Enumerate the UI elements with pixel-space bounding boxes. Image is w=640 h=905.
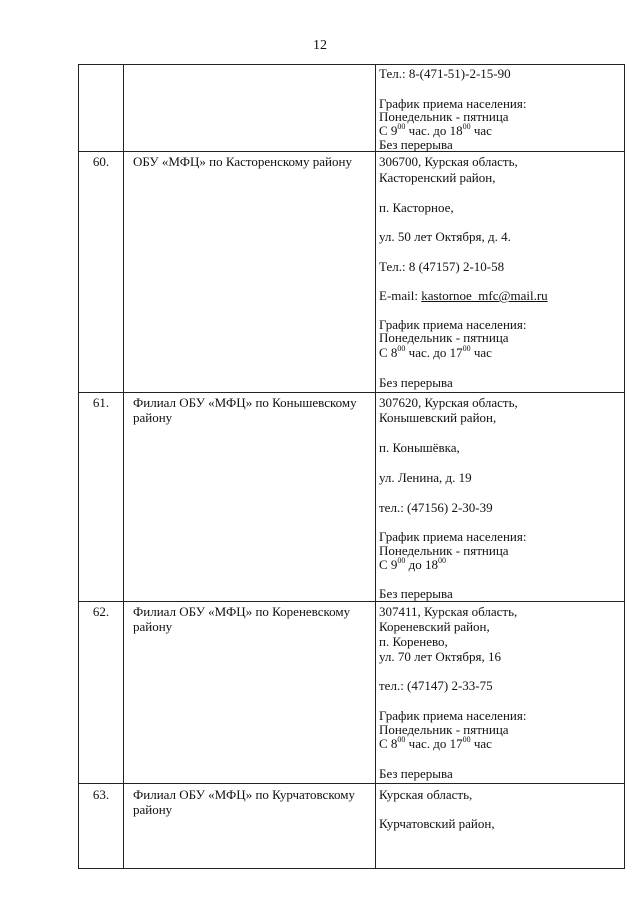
column-divider bbox=[123, 65, 124, 868]
schedule-days: Понедельник - пятница bbox=[379, 722, 509, 737]
address-line: Курская область, bbox=[379, 787, 473, 802]
row-number: 63. bbox=[92, 787, 110, 802]
phone-text: Тел.: 8-(471-51)-2-15-90 bbox=[379, 66, 511, 81]
phone-text: тел.: (47156) 2-30-39 bbox=[379, 500, 493, 515]
phone-text: Тел.: 8 (47157) 2-10-58 bbox=[379, 259, 505, 274]
row-divider bbox=[79, 151, 624, 152]
town-text: п. Конышёвка, bbox=[379, 440, 460, 455]
table-row bbox=[379, 153, 619, 391]
schedule-hours: С $8^{00}$ час. до $17^{00}$ час bbox=[379, 344, 492, 360]
schedule-title: График приема населения: bbox=[379, 317, 527, 332]
row-number: 60. bbox=[92, 154, 110, 169]
table-row bbox=[379, 603, 619, 782]
street-text: ул. Ленина, д. 19 bbox=[379, 470, 472, 485]
organization-name: Филиал ОБУ «МФЦ» по Конышевскому району bbox=[133, 395, 357, 425]
street-text: ул. 70 лет Октября, 16 bbox=[379, 649, 501, 664]
town-text: п. Касторное, bbox=[379, 200, 454, 215]
phone-text: тел.: (47147) 2-33-75 bbox=[379, 678, 493, 693]
schedule-title: График приема населения: bbox=[379, 529, 527, 544]
table-row bbox=[379, 65, 619, 151]
organization-name: Филиал ОБУ «МФЦ» по Кореневскому району bbox=[133, 604, 351, 634]
address-line: Курчатовский район, bbox=[379, 816, 495, 831]
row-divider bbox=[79, 392, 624, 393]
address-line: Конышевский район, bbox=[379, 410, 497, 425]
schedule-title: График приема населения: bbox=[379, 708, 527, 723]
row-number: 61. bbox=[92, 395, 110, 410]
table-row bbox=[379, 394, 619, 600]
row-divider bbox=[79, 783, 624, 784]
no-break-text: Без перерыва bbox=[379, 586, 453, 601]
schedule-hours: С $9^{00}$ час. до $18^{00}$ час bbox=[379, 122, 492, 138]
schedule-days: Понедельник - пятница bbox=[379, 109, 509, 124]
street-text: ул. 50 лет Октября, д. 4. bbox=[379, 229, 511, 244]
address-line: Касторенский район, bbox=[379, 170, 496, 185]
email-link[interactable]: kastornoe_mfc@mail.ru bbox=[421, 288, 548, 303]
table-row bbox=[379, 785, 619, 869]
schedule-hours: С $8^{00}$ час. до $17^{00}$ час bbox=[379, 735, 492, 751]
schedule-days: Понедельник - пятница bbox=[379, 330, 509, 345]
no-break-text: Без перерыва bbox=[379, 766, 453, 781]
page-number: 12 bbox=[313, 38, 327, 53]
row-divider bbox=[79, 601, 624, 602]
email-line: E-mail: kastornoe_mfc@mail.ru bbox=[379, 288, 548, 303]
schedule-hours: С $9^{00}$ до $18^{00}$ bbox=[379, 556, 447, 572]
address-line: Кореневский район, bbox=[379, 619, 490, 634]
schedule-title: График приема населения: bbox=[379, 96, 527, 111]
town-text: п. Коренево, bbox=[379, 634, 448, 649]
column-divider bbox=[375, 65, 376, 868]
organization-name: Филиал ОБУ «МФЦ» по Курчатовскому району bbox=[133, 787, 355, 817]
address-line: 306700, Курская область, bbox=[379, 154, 518, 169]
organization-name: ОБУ «МФЦ» по Касторенскому району bbox=[133, 154, 352, 169]
no-break-text: Без перерыва bbox=[379, 375, 453, 390]
schedule-days: Понедельник - пятница bbox=[379, 543, 509, 558]
no-break-text: Без перерыва bbox=[379, 137, 453, 152]
address-line: 307411, Курская область, bbox=[379, 604, 518, 619]
address-line: 307620, Курская область, bbox=[379, 395, 518, 410]
row-number: 62. bbox=[92, 604, 110, 619]
mfc-address-table bbox=[78, 64, 625, 869]
